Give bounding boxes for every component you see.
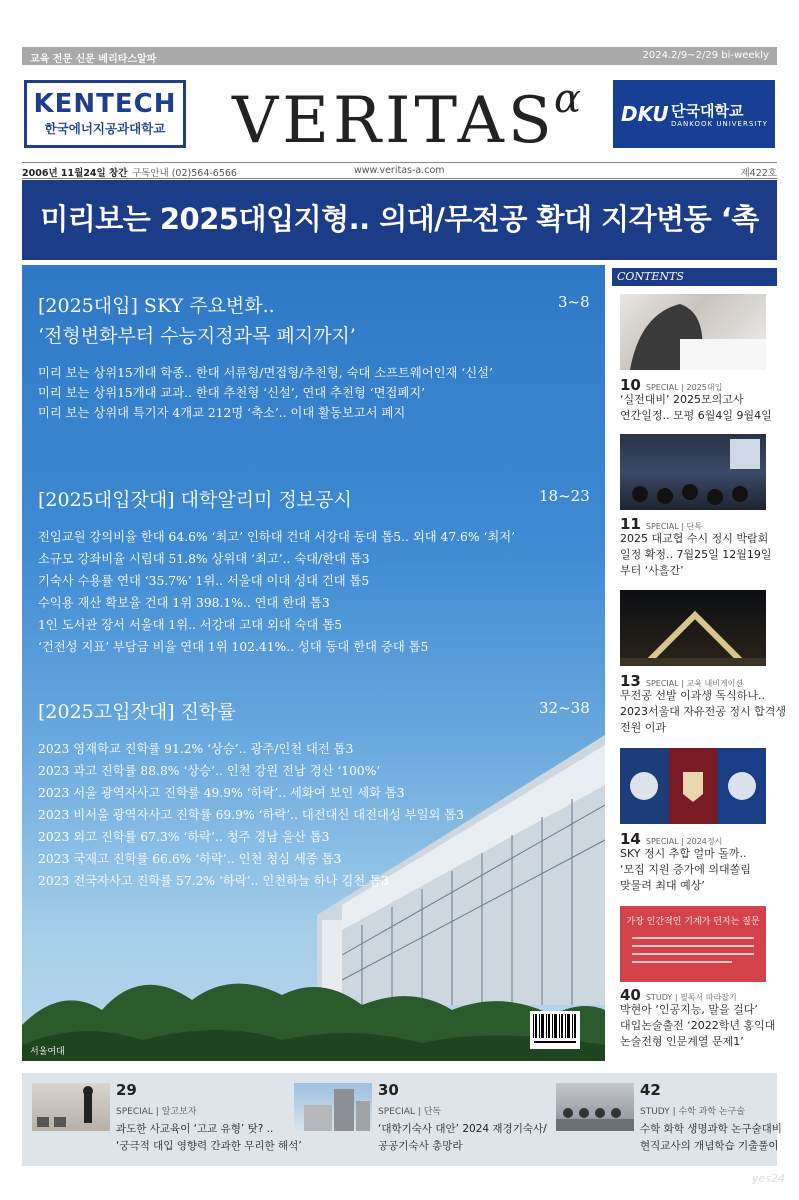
bottom-category: SPECIAL | 알고보자 bbox=[116, 1107, 197, 1117]
dku-logo-ad[interactable] bbox=[613, 80, 775, 148]
section-line: 미리 보는 상위대 특기자 4개교 212명 ‘축소’.. 이대 활동보고서 폐지 bbox=[38, 406, 406, 420]
classroom-image bbox=[32, 1083, 110, 1131]
section-title-college-info: [2025대입잣대] 대학알리미 정보공시 bbox=[38, 489, 352, 511]
photo-caption: 서울여대 bbox=[30, 1047, 65, 1057]
masthead-alpha: α bbox=[554, 76, 582, 122]
section-line: 미리 보는 상위15개대 교과.. 한대 추천형 ‘신설’, 연대 추천형 ‘면접폐지’ bbox=[38, 386, 426, 400]
contents-page-num: 11 bbox=[620, 515, 641, 533]
issue-date: 2024.2/9~2/29 bi-weekly bbox=[642, 50, 769, 61]
sky-university-emblems-image bbox=[620, 748, 766, 824]
contents-item-text[interactable] bbox=[620, 688, 786, 736]
contents-line: 전원 이과 bbox=[620, 721, 667, 734]
contents-thumb-fair[interactable] bbox=[620, 434, 766, 510]
bottom-item-text[interactable] bbox=[640, 1121, 782, 1155]
contents-category: STUDY | 필독서 따라잡기 bbox=[645, 993, 737, 1002]
contents-category: SPECIAL | 2025대입 bbox=[645, 383, 723, 392]
section-title-highschool: [2025고입잣대] 진학률 bbox=[38, 701, 236, 723]
contents-line: 2025 대교협 수시 정시 박람회 bbox=[620, 532, 769, 545]
contents-header: CONTENTS bbox=[612, 268, 777, 286]
kentech-name: KENTECH bbox=[33, 89, 177, 119]
dormitory-building-image bbox=[294, 1083, 372, 1131]
contents-item-text[interactable] bbox=[620, 531, 780, 579]
masthead-title: VERITAS bbox=[232, 84, 556, 158]
barcode bbox=[530, 1011, 580, 1049]
barcode-icon bbox=[530, 1011, 580, 1049]
bottom-line: 수학 화학 생명과학 논구술대비 bbox=[640, 1123, 782, 1135]
contents-thumb-snu-gate[interactable] bbox=[620, 590, 766, 666]
contents-line: 2023서울대 자유전공 정시 합격생 bbox=[620, 705, 786, 718]
section-pages-college-info: 18~23 bbox=[539, 487, 590, 505]
masthead bbox=[232, 78, 592, 158]
dku-eng-name: DANKOOK UNIVERSITY bbox=[671, 120, 768, 128]
contents-line: 무전공 선발 이과생 독식하나.. bbox=[620, 689, 765, 702]
bottom-line: 현직교사의 개념학습 기출풀이 bbox=[640, 1140, 779, 1152]
bottom-teasers bbox=[22, 1073, 782, 1166]
contents-item-text[interactable] bbox=[620, 846, 780, 894]
bottom-line: ‘궁극적 대입 영향력 간과한 무리한 해석’ bbox=[116, 1140, 302, 1152]
bottom-category: SPECIAL | 단독 bbox=[378, 1107, 442, 1117]
contents-line: 일정 확정.. 7월25일 12월19일 bbox=[620, 548, 772, 561]
publication-tagline: 교육 전문 신문 베리타스알파 bbox=[30, 54, 157, 65]
contents-thumb-sky-logos[interactable] bbox=[620, 748, 766, 824]
yes24-watermark: yes24 bbox=[752, 1172, 786, 1185]
section-line: 2023 서울 광역자사고 진학률 49.9% ‘하락’.. 세화여 보인 세화 톱3 bbox=[38, 786, 405, 800]
bottom-line: 공공기숙사 총망라 bbox=[378, 1140, 463, 1152]
section-pages-2025-admission: 3~8 bbox=[558, 293, 590, 311]
bottom-item-text[interactable] bbox=[378, 1121, 547, 1155]
hero-cover bbox=[22, 265, 605, 1061]
contents-category: SPECIAL | 2024정시 bbox=[645, 837, 723, 846]
contents-page-num: 14 bbox=[620, 830, 641, 848]
contents-page-num: 13 bbox=[620, 672, 641, 690]
bottom-thumb-dormitory[interactable] bbox=[294, 1083, 372, 1131]
dku-mark: DKU bbox=[621, 102, 669, 126]
publication-info-line bbox=[22, 162, 777, 179]
contents-thumb-book[interactable] bbox=[620, 906, 766, 982]
section-line: 소규모 강좌비율 시립대 51.8% 상위대 ‘최고’.. 숙대/한대 톱3 bbox=[38, 552, 370, 566]
contents-line: 논술전형 인문계열 문제1’ bbox=[620, 1035, 744, 1048]
bottom-page-num: 42 bbox=[640, 1081, 661, 1099]
founded-date: 2006년 11월24일 창간 bbox=[22, 168, 128, 179]
bottom-thumb-exam-hall[interactable] bbox=[556, 1083, 634, 1131]
contents-line: 부터 ‘사흘간’ bbox=[620, 564, 684, 577]
section-subtitle-2025-admission: ‘전형변화부터 수능지정과목 폐지까지’ bbox=[38, 325, 356, 347]
contents-line: 대입논술출전 ‘2022학년 홍익대 bbox=[620, 1019, 776, 1032]
section-pages-highschool: 32~38 bbox=[539, 699, 590, 717]
contents-line: ‘모집 지원 증가에 의대쏠림 bbox=[620, 863, 751, 876]
contents-thumb-mock-exam[interactable] bbox=[620, 294, 766, 370]
exam-hall-image bbox=[556, 1083, 634, 1131]
section-line: 2023 전국자사고 진학률 57.2% ‘하락’.. 인천하늘 하나 김천 톱3 bbox=[38, 874, 389, 888]
book-cover-text-block-image bbox=[620, 927, 766, 977]
main-headline: 미리보는 2025대입지형.. 의대/무전공 확대 지각변동 ‘촉 bbox=[22, 180, 777, 260]
contents-item-text[interactable] bbox=[620, 392, 780, 424]
section-line: 수익용 재산 확보율 건대 1위 398.1%.. 연대 한대 톱3 bbox=[38, 596, 330, 610]
section-line: 2023 과고 진학률 88.8% ‘상승’.. 인천 강원 전남 경산 ‘100%’ bbox=[38, 764, 381, 778]
contents-item-text[interactable] bbox=[620, 1002, 780, 1050]
section-line: 1인 도서관 장서 서울대 1위.. 서강대 고대 외대 숙대 톱5 bbox=[38, 618, 343, 632]
section-line: 2023 외고 진학률 67.3% ‘하락’.. 청주 경남 울산 톱3 bbox=[38, 830, 330, 844]
kentech-logo-ad[interactable] bbox=[24, 80, 186, 148]
contents-page-num: 10 bbox=[620, 376, 641, 394]
admission-fair-crowd-image bbox=[620, 434, 766, 510]
bottom-item-text[interactable] bbox=[116, 1121, 302, 1155]
contents-category: SPECIAL | 교육 내비게이션 bbox=[645, 679, 744, 688]
bottom-line: 과도한 사교육이 ‘고교 유형’ 탓? .. bbox=[116, 1123, 274, 1135]
bottom-thumb-private-education[interactable] bbox=[32, 1083, 110, 1131]
website-url[interactable]: www.veritas-a.com bbox=[354, 165, 445, 176]
section-line: 2023 영재학교 진학률 91.2% ‘상승’.. 광주/인천 대전 톱3 bbox=[38, 742, 354, 756]
section-line: 전임교원 강의비율 한대 64.6% ‘최고’ 인하대 건대 서강대 동대 톱5.. 외대 47.6% ‘최저’ bbox=[38, 530, 516, 544]
section-line: 기숙사 수용률 연대 ‘35.7%’ 1위.. 서울대 이대 성대 건대 톱5 bbox=[38, 574, 370, 588]
issue-number: 제422호 bbox=[740, 168, 777, 179]
top-strip bbox=[22, 47, 777, 65]
section-line: 미리 보는 상위15개대 학종.. 한대 서류형/면접형/추천형, 숙대 소프트웨어인재 ‘신설’ bbox=[38, 366, 493, 380]
section-line: 2023 비서울 광역자사고 진학률 69.9% ‘하락’.. 대전대신 대전대성 부일외 톱3 bbox=[38, 808, 464, 822]
section-title-2025-admission: [2025대입] SKY 주요변화.. bbox=[38, 295, 275, 317]
section-line: 2023 국제고 진학률 66.6% ‘하락’.. 인천 청심 세종 톱3 bbox=[38, 852, 342, 866]
contents-line: ‘실전대비’ 2025모의고사 bbox=[620, 393, 744, 406]
section-line: ‘건전성 지표’ 부담금 비율 연대 1위 102.41%.. 성대 동대 한대 중대 톱5 bbox=[38, 640, 429, 654]
contents-line: 연간일정.. 모평 6월4일 9월4일 bbox=[620, 409, 772, 422]
bottom-line: ‘대학기숙사 대안’ 2024 재경기숙사/ bbox=[378, 1123, 547, 1135]
bottom-page-num: 30 bbox=[378, 1081, 399, 1099]
kentech-subtitle: 한국에너지공과대학교 bbox=[44, 121, 166, 136]
contents-line: 맞물려 최대 예상’ bbox=[620, 879, 705, 892]
bottom-category: STUDY | 수학 과학 논구술 bbox=[640, 1107, 746, 1117]
university-gate-image bbox=[620, 590, 766, 666]
contents-category: SPECIAL | 단독 bbox=[645, 522, 702, 531]
contents-line: 박현아 ‘인공지능, 말을 걸다’ bbox=[620, 1003, 758, 1016]
contents-line: SKY 정시 추합 얼마 돌까.. bbox=[620, 847, 747, 860]
student-writing-image bbox=[620, 294, 766, 370]
bottom-page-num: 29 bbox=[116, 1081, 137, 1099]
subscribe-info: 구독안내 (02)564-6566 bbox=[132, 168, 237, 179]
contents-page-num: 40 bbox=[620, 986, 641, 1004]
book-cover-title: 가장 인간적인 기계가 던지는 질문 bbox=[626, 917, 760, 927]
dku-name: 단국대학교 bbox=[671, 102, 744, 120]
